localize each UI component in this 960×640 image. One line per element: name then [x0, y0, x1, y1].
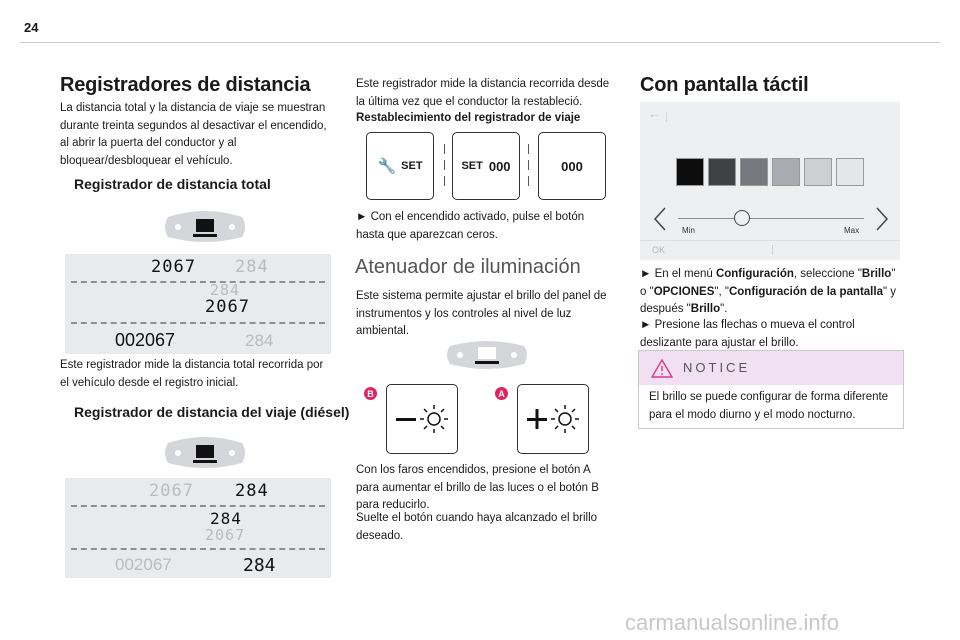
minus-sun-icon: [392, 399, 452, 439]
step-arrows: ► Presione las flechas o mueva el control deslizante para ajustar el brillo.: [640, 319, 855, 349]
set-key-1[interactable]: [366, 132, 434, 200]
zero-key[interactable]: [538, 132, 606, 200]
warning-triangle-icon: [651, 358, 673, 378]
text-run: ", ": [714, 285, 729, 298]
max-label: Max: [844, 226, 860, 235]
text-run: ".: [720, 303, 728, 315]
total-row3-main: 002067: [115, 330, 176, 350]
tick-mark: [444, 176, 445, 186]
step-configuration: [640, 266, 902, 319]
text-run: " o ": [640, 268, 896, 298]
menu-name: Configuración de la pantalla: [728, 285, 883, 298]
notice-title: NOTICE: [683, 360, 751, 375]
heading-trip-distance: Registrador de distancia del viaje (diésel): [74, 404, 350, 420]
min-label: Min: [682, 226, 695, 235]
brightness-slider-handle[interactable]: [734, 210, 750, 226]
total-row1-main: 2067: [151, 257, 196, 277]
zero-label: 000: [488, 158, 511, 174]
badge-b: B: [364, 387, 377, 400]
instrument-cluster-icon: [160, 431, 250, 471]
menu-name: Brillo: [861, 268, 892, 280]
notice-box: [638, 350, 904, 429]
dash-divider: [71, 505, 325, 507]
total-distance-display: [65, 254, 331, 354]
tick-mark: [528, 160, 529, 170]
menu-name: OPCIONES: [653, 285, 715, 298]
dimmer-instructions: Con los faros encendidos, presione el botón A para aumentar el brillo de las luces o el botón B para reducirlo.: [356, 464, 599, 511]
total-row2-top: 284: [210, 281, 241, 299]
brightness-swatch[interactable]: [740, 158, 768, 186]
trip-row2-top: 284: [210, 509, 242, 528]
chevron-left-icon[interactable]: [652, 206, 668, 232]
intro-paragraph: La distancia total y la distancia de viaje se muestran durante treinta segundos al desactivar el encendido, al abrir la puerta del conductor y al bloquear/desbloquear el vehículo.: [60, 102, 327, 167]
trip-row2-bottom: 2067: [205, 526, 246, 544]
dimmer-title: Atenuador de iluminación: [355, 256, 581, 278]
separator: [640, 240, 900, 241]
instrument-cluster-icon: [160, 205, 250, 245]
brightness-swatch[interactable]: [772, 158, 800, 186]
set-key-2[interactable]: [452, 132, 520, 200]
dim-decrease-button[interactable]: [386, 384, 458, 454]
trip-description: Este registrador mide la distancia recorrida desde la última vez que el conductor la restableció.: [356, 78, 610, 108]
dimmer-description: Este sistema permite ajustar el brillo del panel de instrumentos y los controles al nivel de luz ambiental.: [356, 290, 607, 337]
separator: [772, 245, 773, 255]
section-title-distance: Registradores de distancia: [60, 74, 311, 96]
plus-sun-icon: [523, 399, 583, 439]
notice-text: El brillo se puede configurar de forma diferente para el modo diurno y el modo nocturno.: [649, 391, 889, 421]
reset-step: ► Con el encendido activado, pulse el botón hasta que aparezcan ceros.: [356, 211, 585, 241]
trip-row1-dim: 2067: [149, 481, 194, 501]
brightness-swatch[interactable]: [676, 158, 704, 186]
notice-header: [639, 351, 903, 385]
wrench-icon: 🔧: [377, 158, 397, 175]
badge-a: A: [495, 387, 508, 400]
touchscreen-title: Con pantalla táctil: [640, 74, 809, 96]
zero-label: 000: [561, 158, 583, 174]
tick-mark: [528, 176, 529, 186]
tick-mark: [444, 160, 445, 170]
total-description: Este registrador mide la distancia total recorrida por el vehículo desde el registro inicial.: [60, 359, 324, 389]
trip-row3-dim: 002067: [115, 555, 172, 574]
separator: [666, 112, 667, 122]
total-row2-bottom: 2067: [205, 297, 250, 317]
set-label: SET: [461, 160, 483, 172]
menu-name: Configuración: [715, 268, 794, 280]
dim-increase-button[interactable]: [517, 384, 589, 454]
heading-total-distance: Registrador de distancia total: [74, 176, 271, 192]
text-run: , seleccione ": [793, 268, 862, 280]
tick-mark: [444, 144, 445, 154]
back-arrow-icon[interactable]: ←: [648, 106, 661, 121]
brightness-swatch[interactable]: [804, 158, 832, 186]
reset-heading: Restablecimiento del registrador de viaje: [356, 112, 581, 124]
text-run: ► En el menú: [640, 268, 716, 280]
tick-mark: [528, 144, 529, 154]
trip-row1-main: 284: [235, 481, 269, 501]
chevron-right-icon[interactable]: [874, 206, 890, 232]
watermark: carmanualsonline.info: [625, 610, 840, 635]
dash-divider: [71, 548, 325, 550]
text-run: " y después ": [640, 285, 896, 315]
brightness-slider-track[interactable]: [678, 218, 864, 219]
page-number: 24: [24, 20, 39, 35]
dash-divider: [71, 322, 325, 324]
trip-row3-main: 284: [243, 555, 276, 576]
total-row1-side: 284: [235, 257, 269, 277]
dimmer-release-text: Suelte el botón cuando haya alcanzado el brillo deseado.: [356, 512, 598, 542]
total-row3-side: 284: [245, 331, 274, 350]
ok-button[interactable]: OK: [652, 245, 666, 255]
dash-divider: [71, 281, 325, 283]
instrument-cluster-icon: [442, 336, 532, 372]
brightness-swatch[interactable]: [708, 158, 736, 186]
touchscreen-mockup: [640, 102, 900, 260]
menu-name: Brillo: [690, 303, 721, 315]
brightness-swatch[interactable]: [836, 158, 864, 186]
trip-distance-display: [65, 478, 331, 578]
header-divider: [20, 42, 940, 43]
set-label: SET: [401, 160, 423, 172]
